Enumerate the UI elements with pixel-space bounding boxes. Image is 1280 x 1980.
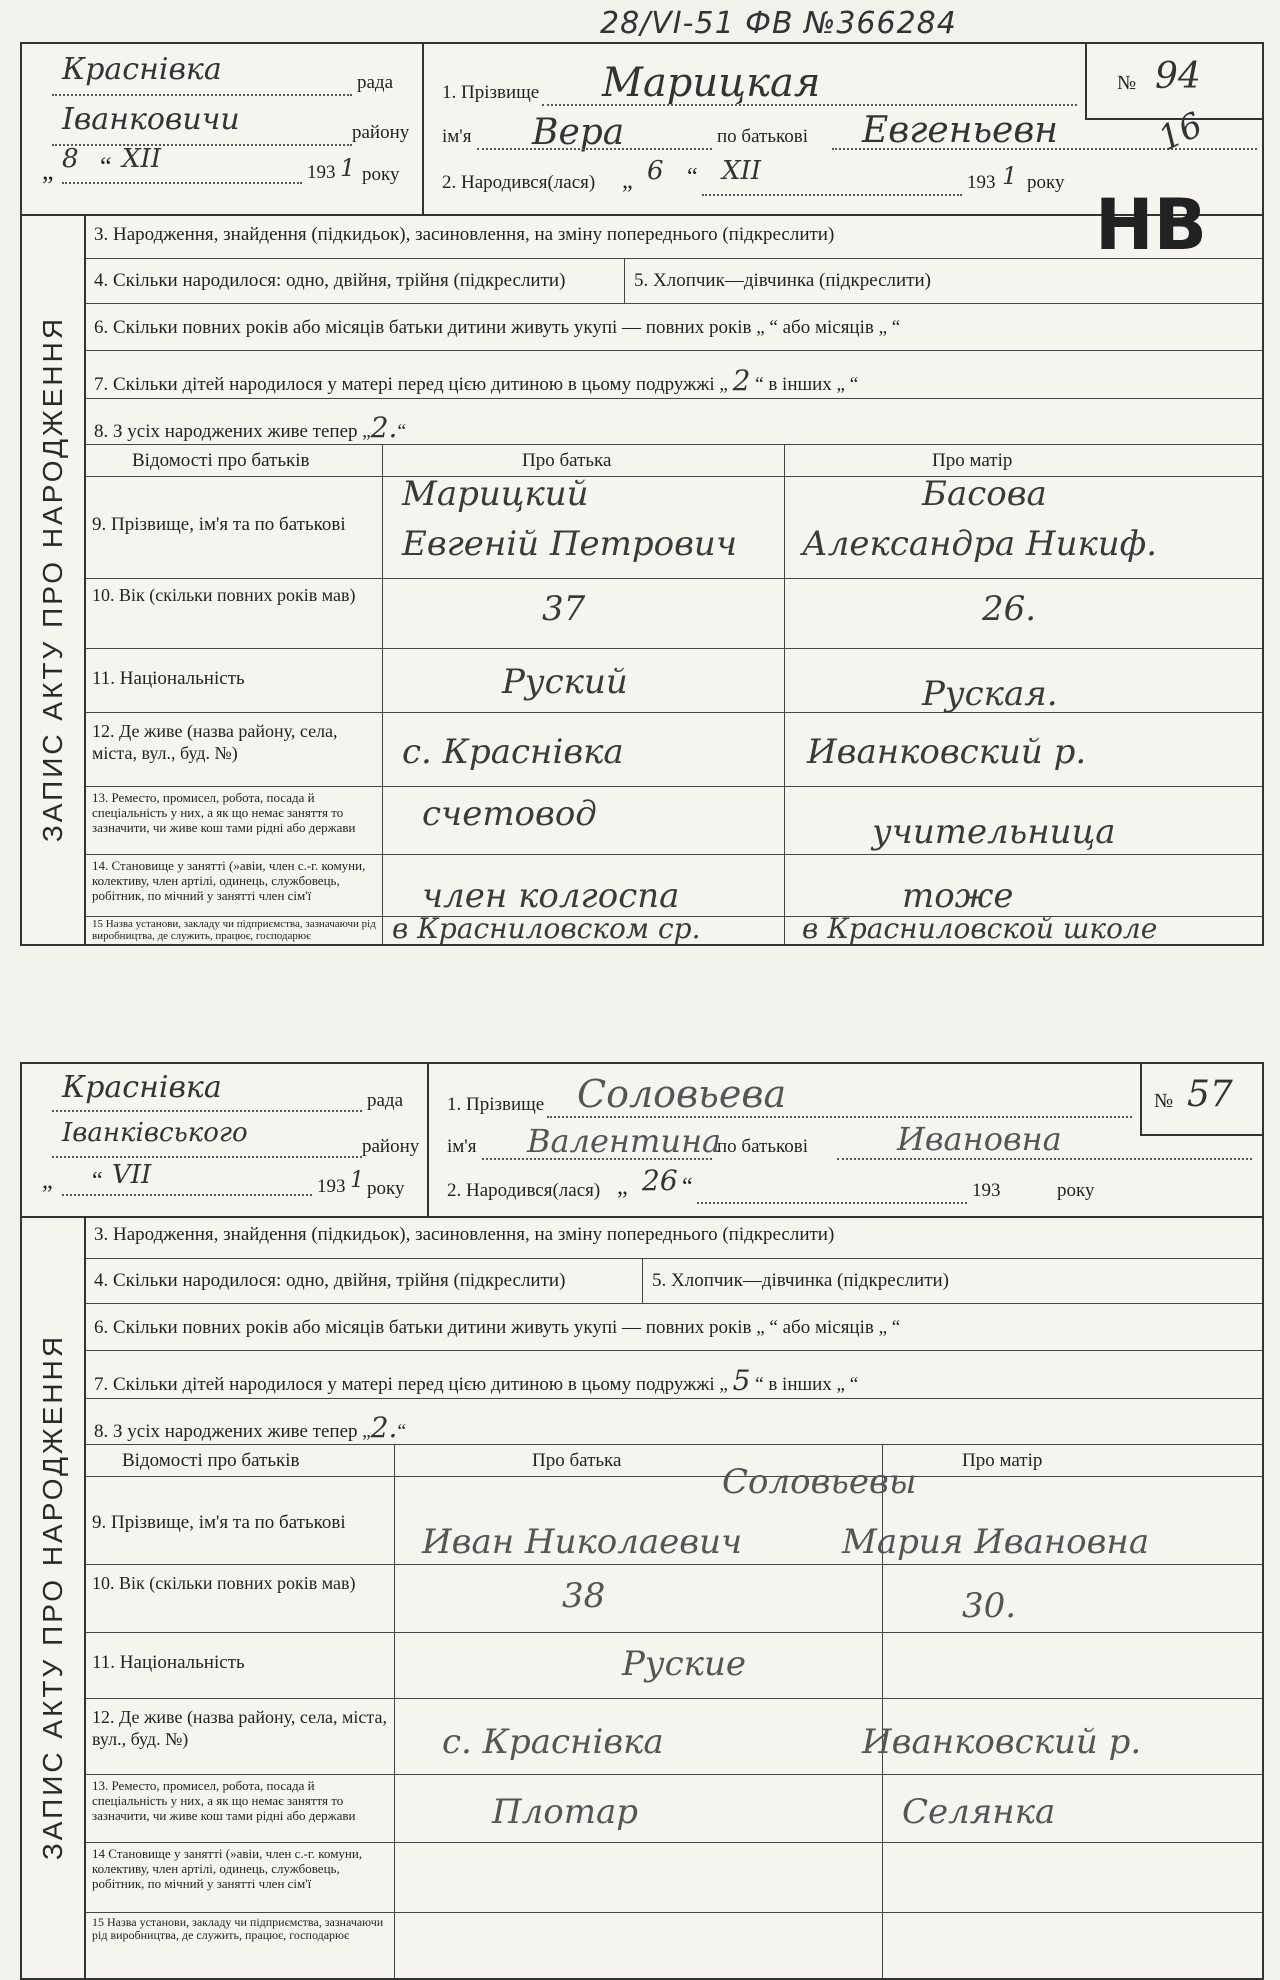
- row-3: 3. Народження, знайдення (підкидьок), засиновлення, на зміну попереднього (підкреслити): [94, 1224, 835, 1245]
- birth-record-form-2: [20, 1062, 1264, 1980]
- corner-mark: НВ: [1095, 184, 1207, 266]
- father-occupation: счетовод: [422, 794, 597, 834]
- mother-age: 30.: [962, 1586, 1017, 1626]
- council-label: рада: [367, 1090, 404, 1111]
- side-title: ЗАПИС АКТУ ПРО НАРОДЖЕННЯ: [37, 315, 68, 843]
- birth-record-form-1: [20, 42, 1264, 946]
- born-label: 2. Народився(лася): [442, 172, 596, 193]
- father-name: Евгеній Петрович: [402, 524, 737, 564]
- mother-name: Мария Ивановна: [842, 1522, 1150, 1562]
- col-mother: Про матір: [932, 450, 1013, 471]
- year-hand: 1: [340, 154, 356, 182]
- record-number-box: [1085, 44, 1262, 120]
- district-handwritten: Іванківського: [62, 1118, 248, 1148]
- father-org: в Красниловском ср.: [392, 912, 701, 945]
- row-14: 14. Становище у занятті (»авіи, член с.-г. комуни, колективу, член артілі, одинець, службовець, робітник, по мічний у занятті член сім'ї: [92, 858, 366, 903]
- header-person-block: 1. Прізвище Соловьева ім'я Валентина по батькові Ивановна 2. Народився(лася) „ 26 “ 193 року: [427, 1064, 1142, 1216]
- row-8: 8. З усіх народжених живе тепер „2.“: [94, 1411, 406, 1444]
- side-title: ЗАПИС АКТУ ПРО НАРОДЖЕННЯ: [37, 1333, 68, 1861]
- mother-nationality: Руская.: [922, 674, 1058, 714]
- name-value: Валентина: [527, 1122, 722, 1160]
- row-10: 10. Вік (скільки повних років мав): [92, 585, 356, 605]
- col-father: Про батька: [532, 1450, 622, 1471]
- archive-stamp: 28/VI-51 ФВ №366284: [600, 6, 957, 41]
- father-nationality: Руский: [502, 662, 628, 702]
- surname-label: 1. Прізвище: [447, 1094, 545, 1115]
- number-value: 94: [1155, 56, 1201, 97]
- row-9: 9. Прізвище, ім'я та по батькові: [92, 1512, 346, 1533]
- record-number-box: [1140, 1064, 1262, 1136]
- row-11: 11. Національність: [92, 1652, 245, 1673]
- row-8: 8. З усіх народжених живе тепер „2.“: [94, 411, 406, 444]
- district-handwritten: Іванковичи: [62, 102, 240, 137]
- row-11: 11. Національність: [92, 668, 245, 689]
- born-month: XII: [722, 156, 762, 186]
- side-title-strip: [22, 214, 86, 944]
- born-year-prefix: 193: [972, 1180, 1001, 1201]
- row-6: 6. Скільки повних років або місяців батьки дитини живуть укупі — повних років „ “ або місяців „ “: [94, 317, 901, 338]
- row-3: 3. Народження, знайдення (підкидьок), засиновлення, на зміну попереднього (підкреслити): [94, 224, 835, 245]
- parents-surname: Соловьевы: [722, 1462, 917, 1502]
- father-occupation: Плотар: [492, 1792, 639, 1832]
- row-12: 12. Де живе (назва району, села, міста, вул., буд. №): [92, 1707, 387, 1749]
- date-day: 8: [62, 144, 79, 174]
- born-day: 26: [642, 1164, 678, 1197]
- patronymic-label: по батькові: [717, 126, 809, 147]
- surname-value: Марицкая: [602, 60, 821, 106]
- form-header: [22, 44, 1262, 216]
- children-before: 2: [732, 364, 751, 397]
- mother-org: в Красниловской школе: [802, 912, 1158, 945]
- children-alive: 2.: [370, 1411, 398, 1444]
- born-year-hand: 1: [1002, 162, 1018, 190]
- mother-status: тоже: [902, 876, 1014, 916]
- header-council-block: Краснівка рада Іванковичи району „ 8 “ XII 193 1 року: [22, 44, 424, 214]
- born-year-label: року: [1057, 1180, 1095, 1201]
- born-year-label: року: [1027, 172, 1065, 193]
- row-5: 5. Хлопчик—дівчинка (підкреслити): [652, 1270, 949, 1291]
- name-label: ім'я: [442, 126, 472, 147]
- mother-occupation: Селянка: [902, 1792, 1056, 1832]
- row-9: 9. Прізвище, ім'я та по батькові: [92, 514, 346, 535]
- born-label: 2. Народився(лася): [447, 1180, 601, 1201]
- mother-name: Александра Никиф.: [802, 524, 1158, 564]
- district-label: району: [362, 1136, 420, 1157]
- mother-surname: Басова: [922, 474, 1047, 514]
- surname-label: 1. Прізвище: [442, 82, 540, 103]
- date-month: VII: [112, 1160, 152, 1190]
- number-extra: 16: [1152, 104, 1209, 160]
- col-mother: Про матір: [962, 1450, 1043, 1471]
- father-age: 38: [562, 1576, 606, 1616]
- name-value: Вера: [532, 112, 625, 153]
- mother-age: 26.: [982, 589, 1037, 629]
- year-prefix: 193: [307, 162, 336, 183]
- patronymic-label: по батькові: [717, 1136, 809, 1157]
- council-handwritten: Краснівка: [62, 1070, 222, 1105]
- year-label: року: [367, 1178, 405, 1199]
- side-title-strip: [22, 1216, 86, 1978]
- year-prefix: 193: [317, 1176, 346, 1197]
- mother-address: Иванковский р.: [807, 732, 1087, 772]
- row-7: 7. Скільки дітей народилося у матері перед цією дитиною в цьому подружжі „ 2 “ в інших „ “: [94, 364, 859, 397]
- council-handwritten: Краснівка: [62, 52, 222, 87]
- father-surname: Марицкий: [402, 474, 589, 514]
- children-alive: 2.: [370, 411, 398, 444]
- children-before: 5: [732, 1364, 751, 1397]
- parents-nationality: Руские: [622, 1644, 746, 1684]
- year-hand: 1: [350, 1168, 364, 1193]
- row-7: 7. Скільки дітей народилося у матері перед цією дитиною в цьому подружжі „ 5 “ в інших „ “: [94, 1364, 859, 1397]
- surname-value: Соловьева: [577, 1072, 787, 1116]
- name-label: ім'я: [447, 1136, 477, 1157]
- col-info: Відомості про батьків: [132, 450, 310, 471]
- col-father: Про батька: [522, 450, 612, 471]
- row-6: 6. Скільки повних років або місяців батьки дитини живуть укупі — повних років „ “ або місяців „ “: [94, 1317, 901, 1338]
- born-year-prefix: 193: [967, 172, 996, 193]
- born-day: 6: [647, 156, 664, 186]
- row-4: 4. Скільки народилося: одно, двійня, трійня (підкреслити): [94, 1270, 566, 1291]
- father-status: член колгоспа: [422, 876, 680, 916]
- father-name: Иван Николаевич: [422, 1522, 743, 1562]
- row-12: 12. Де живе (назва району, села, міста, вул., буд. №): [92, 721, 338, 763]
- row-10: 10. Вік (скільки повних років мав): [92, 1573, 356, 1593]
- row-15: 15 Назва установи, закладу чи підприємства, зазначаючи рід виробництва, де служить, працює, господарює: [92, 1915, 384, 1942]
- council-label: рада: [357, 72, 394, 93]
- row-15: 15 Назва установи, закладу чи підприємства, зазначаючи рід виробництва, де служить, працює, господарює: [92, 918, 376, 942]
- row-14: 14 Становище у занятті (»авіи, член с.-г. комуни, колективу, член артілі, одинець, службовець, робітник, по мічний у занятті член сім'ї: [92, 1846, 363, 1891]
- form-header: [22, 1064, 1262, 1218]
- father-age: 37: [542, 589, 586, 629]
- father-address: с. Краснівка: [442, 1722, 664, 1762]
- patronymic-value: Ивановна: [897, 1120, 1062, 1158]
- district-label: району: [352, 122, 410, 143]
- header-council-block: Краснівка рада Іванківського району „ “ VII 193 1 року: [22, 1064, 429, 1216]
- row-13: 13. Реместо, промисел, робота, посада й спеціальність у них, а як що немає заняття то зазначити, чи живе кош тами рідні або держави: [92, 1778, 356, 1823]
- mother-address: Иванковский р.: [862, 1722, 1142, 1762]
- father-address: с. Краснівка: [402, 732, 624, 772]
- col-info: Відомості про батьків: [122, 1450, 300, 1471]
- row-13: 13. Реместо, промисел, робота, посада й спеціальність у них, а як що немає заняття то зазначити, чи живе кош тами рідні або держави: [92, 790, 356, 835]
- number-label: №: [1117, 72, 1137, 94]
- number-value: 57: [1187, 1074, 1233, 1115]
- header-person-block: 1. Прізвище Марицкая ім'я Вера по батькові Евгеньевн 2. Народився(лася) „ 6 “ XII 193 1 року: [422, 44, 1087, 214]
- patronymic-value: Евгеньевн: [862, 110, 1059, 151]
- row-4: 4. Скільки народилося: одно, двійня, трійня (підкреслити): [94, 270, 566, 291]
- year-label: року: [362, 164, 400, 185]
- number-label: №: [1154, 1090, 1174, 1112]
- row-5: 5. Хлопчик—дівчинка (підкреслити): [634, 270, 931, 291]
- date-month: XII: [122, 144, 162, 174]
- mother-occupation: учительница: [872, 812, 1116, 852]
